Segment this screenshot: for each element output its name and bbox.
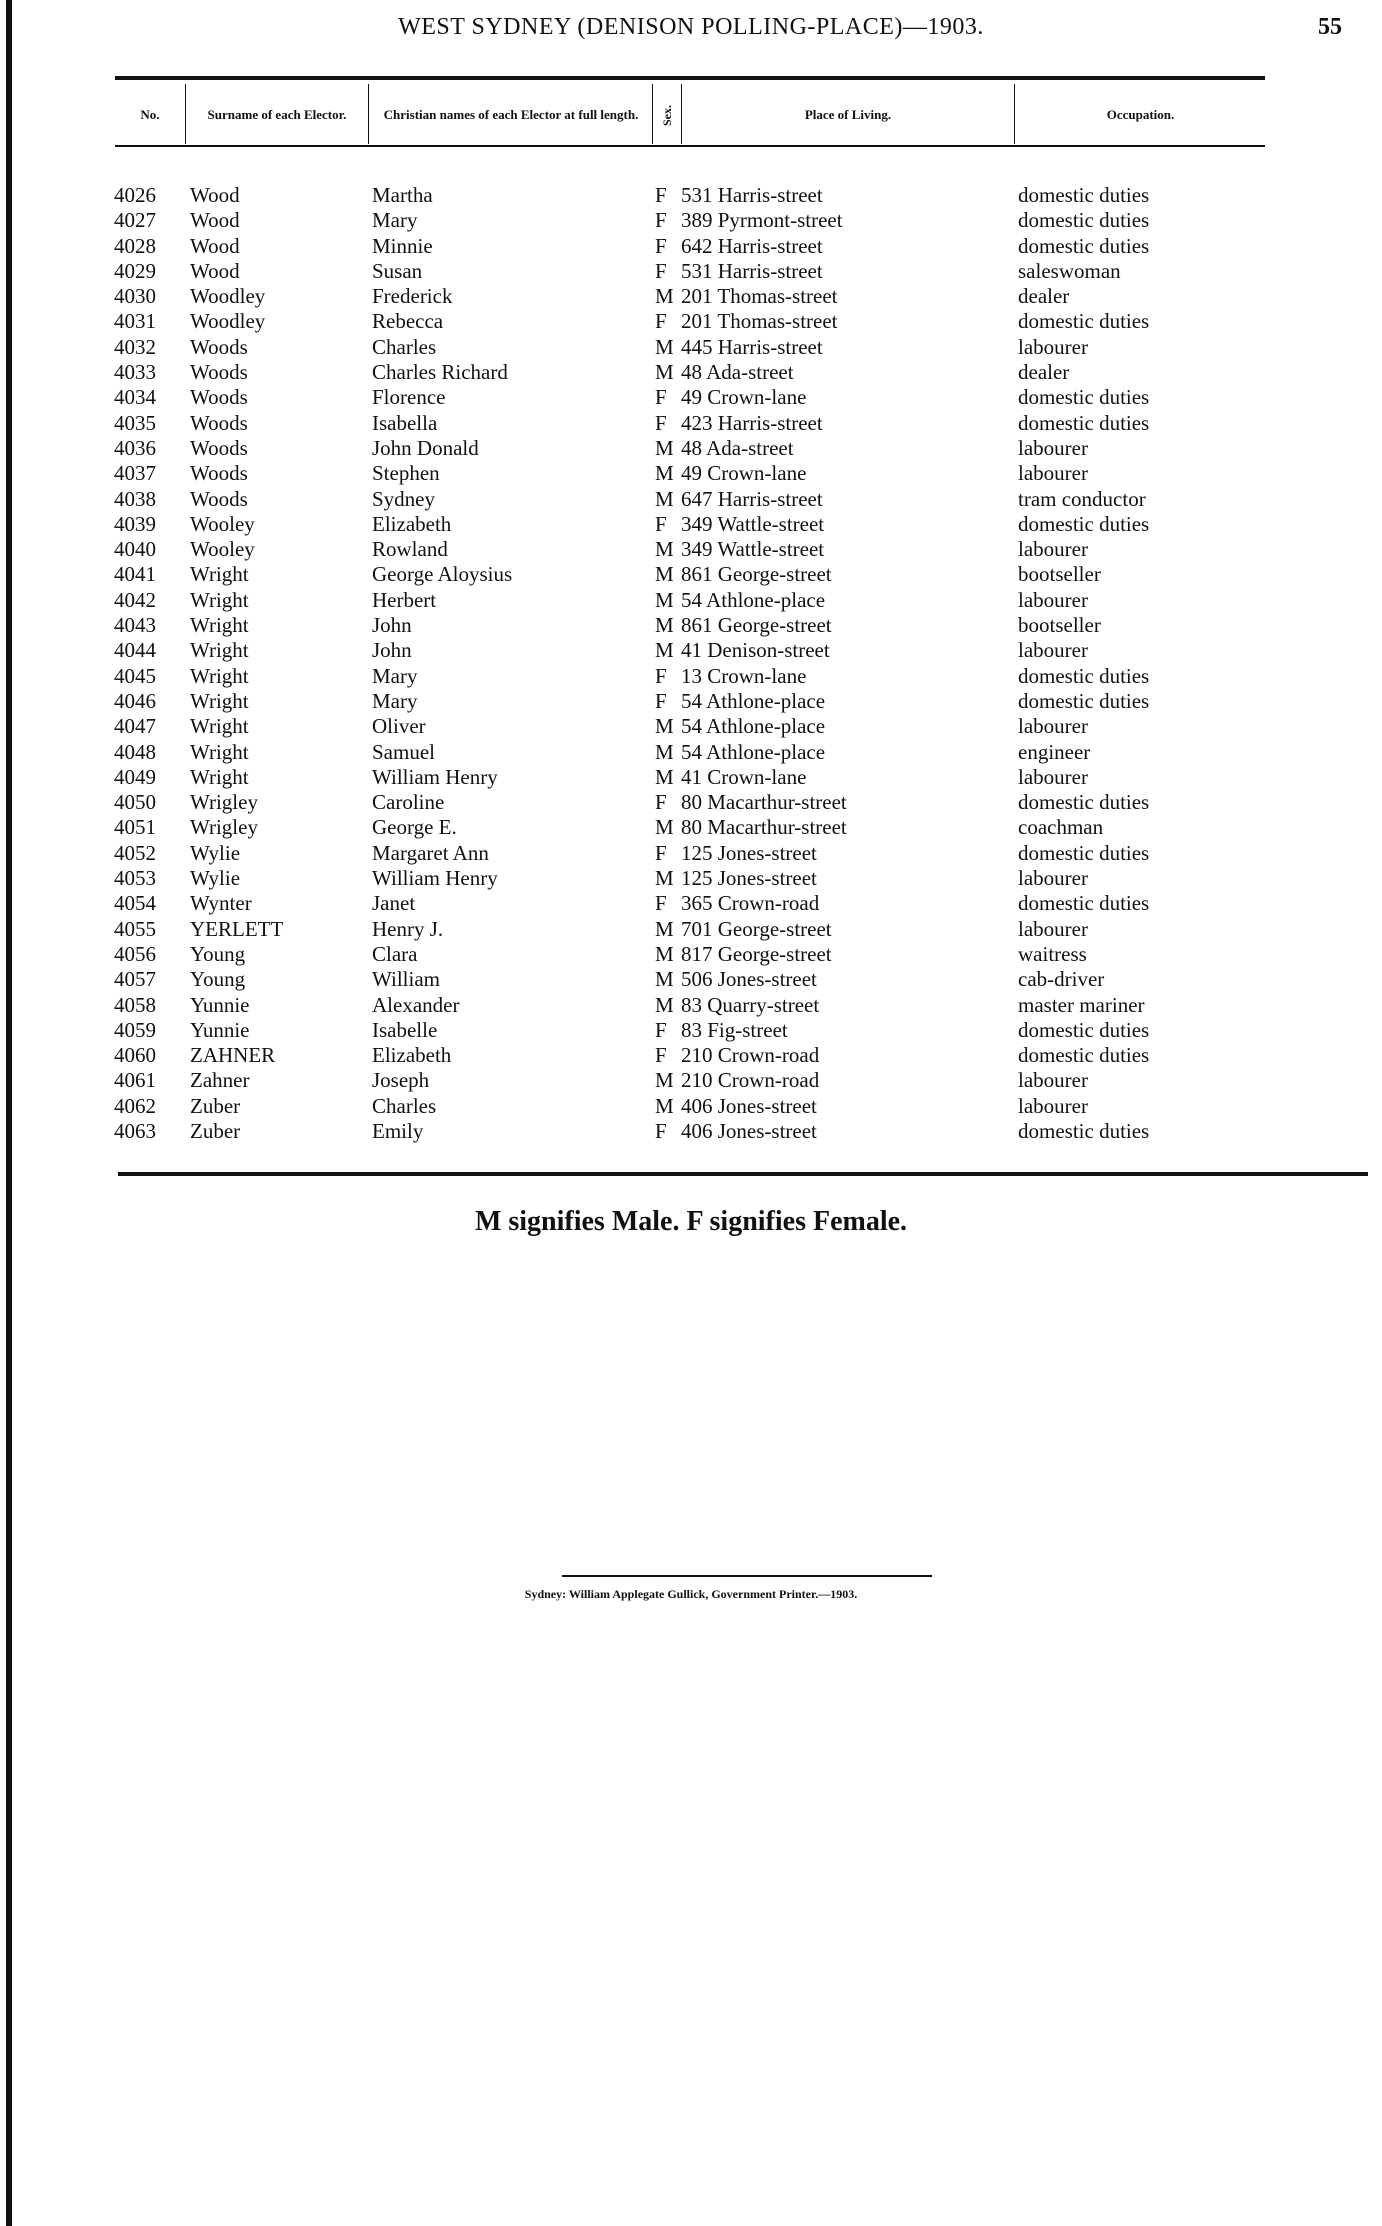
elector-place-of-living: 49 Crown-lane (681, 385, 807, 410)
elector-place-of-living: 49 Crown-lane (681, 461, 807, 486)
elector-number: 4047 (114, 714, 156, 739)
elector-place-of-living: 349 Wattle-street (681, 537, 825, 562)
elector-occupation: coachman (1018, 815, 1104, 840)
elector-surname: Wooley (190, 537, 255, 562)
table-row (0, 461, 1382, 486)
elector-sex: M (655, 284, 674, 309)
elector-surname: Zuber (190, 1093, 241, 1118)
elector-place-of-living: 54 Athlone-place (681, 739, 826, 764)
elector-sex: M (655, 537, 674, 562)
header-top-rule (115, 76, 1265, 80)
elector-place-of-living: 817 George-street (681, 941, 832, 966)
elector-occupation: domestic duties (1018, 410, 1150, 435)
elector-surname: Woods (190, 410, 248, 435)
elector-surname: Wood (190, 183, 240, 207)
table-row (0, 1018, 1382, 1043)
elector-christian-names: Alexander (372, 992, 460, 1017)
elector-christian-names: John Donald (372, 435, 479, 460)
elector-occupation: labourer (1018, 916, 1088, 941)
elector-sex: M (655, 992, 674, 1017)
elector-surname: Zuber (190, 1118, 241, 1143)
elector-number: 4026 (114, 183, 156, 207)
elector-surname: Wright (190, 714, 249, 739)
elector-sex: F (655, 183, 667, 207)
elector-christian-names: Emily (372, 1118, 424, 1143)
elector-occupation: domestic duties (1018, 208, 1150, 233)
elector-surname: Wright (190, 688, 249, 713)
elector-sex: M (655, 638, 674, 663)
elector-number: 4034 (114, 385, 156, 410)
elector-christian-names: Stephen (372, 461, 440, 486)
elector-sex: M (655, 866, 674, 891)
elector-number: 4033 (114, 360, 156, 385)
elector-place-of-living: 647 Harris-street (681, 486, 823, 511)
table-row (0, 183, 1382, 208)
elector-occupation: domestic duties (1018, 511, 1150, 536)
elector-surname: Wooley (190, 511, 255, 536)
elector-number: 4044 (114, 638, 156, 663)
elector-surname: Yunnie (190, 992, 250, 1017)
page-number: 55 (1318, 14, 1342, 40)
elector-surname: Yunnie (190, 1017, 250, 1042)
elector-christian-names: Margaret Ann (372, 840, 489, 865)
table-row (0, 385, 1382, 410)
elector-number: 4041 (114, 562, 156, 587)
elector-place-of-living: 125 Jones-street (681, 840, 817, 865)
elector-surname: Wynter (190, 891, 252, 916)
elector-place-of-living: 445 Harris-street (681, 334, 823, 359)
elector-sex: F (655, 511, 667, 536)
table-row (0, 588, 1382, 613)
column-headers (115, 84, 1265, 146)
elector-place-of-living: 13 Crown-lane (681, 663, 807, 688)
elector-sex: M (655, 562, 674, 587)
elector-number: 4029 (114, 258, 156, 283)
table-row (0, 891, 1382, 916)
elector-occupation: engineer (1018, 739, 1091, 764)
elector-surname: Wright (190, 613, 249, 638)
elector-christian-names: Florence (372, 385, 446, 410)
table-row (0, 259, 1382, 284)
elector-christian-names: Rowland (372, 537, 448, 562)
elector-sex: F (655, 1043, 667, 1068)
column-divider (681, 84, 682, 144)
elector-place-of-living: 642 Harris-street (681, 233, 823, 258)
elector-sex: M (655, 739, 674, 764)
elector-number: 4031 (114, 309, 156, 334)
table-bottom-rule (118, 1172, 1368, 1176)
elector-place-of-living: 406 Jones-street (681, 1093, 817, 1118)
elector-place-of-living: 54 Athlone-place (681, 714, 826, 739)
table-row (0, 613, 1382, 638)
elector-occupation: domestic duties (1018, 663, 1150, 688)
table-row (0, 234, 1382, 259)
elector-number: 4036 (114, 435, 156, 460)
table-row (0, 942, 1382, 967)
elector-sex: F (655, 1118, 667, 1143)
table-row (0, 562, 1382, 587)
elector-occupation: labourer (1018, 537, 1088, 562)
elector-number: 4062 (114, 1093, 156, 1118)
elector-sex: M (655, 435, 674, 460)
elector-christian-names: Janet (372, 891, 416, 916)
printer-imprint: Sydney: William Applegate Gullick, Government Printer.—1903. (524, 1587, 858, 1601)
elector-sex: F (655, 208, 667, 233)
elector-christian-names: Frederick (372, 284, 453, 309)
table-row (0, 1094, 1382, 1119)
elector-number: 4063 (114, 1118, 156, 1143)
elector-sex: M (655, 764, 674, 789)
elector-occupation: bootseller (1018, 562, 1101, 587)
elector-surname: Wood (190, 233, 240, 258)
elector-place-of-living: 80 Macarthur-street (681, 815, 847, 840)
elector-surname: Wright (190, 663, 249, 688)
elector-surname: Woods (190, 486, 248, 511)
elector-place-of-living: 201 Thomas-street (681, 284, 838, 309)
table-row (0, 841, 1382, 866)
column-header-place: Place of Living. (804, 107, 892, 122)
elector-number: 4038 (114, 486, 156, 511)
table-row (0, 917, 1382, 942)
elector-place-of-living: 365 Crown-road (681, 891, 820, 916)
elector-occupation: labourer (1018, 587, 1088, 612)
elector-place-of-living: 423 Harris-street (681, 410, 823, 435)
elector-christian-names: Charles (372, 334, 437, 359)
elector-number: 4055 (114, 916, 156, 941)
table-row (0, 689, 1382, 714)
elector-sex: F (655, 258, 667, 283)
elector-occupation: domestic duties (1018, 233, 1150, 258)
table-row (0, 866, 1382, 891)
elector-christian-names: Mary (372, 663, 418, 688)
elector-surname: Wylie (190, 866, 241, 891)
elector-number: 4061 (114, 1068, 156, 1093)
elector-christian-names: Isabelle (372, 1017, 438, 1042)
elector-place-of-living: 406 Jones-street (681, 1118, 817, 1143)
elector-christian-names: John (372, 638, 412, 663)
table-row (0, 512, 1382, 537)
elector-place-of-living: 201 Thomas-street (681, 309, 838, 334)
elector-place-of-living: 83 Quarry-street (681, 992, 820, 1017)
elector-number: 4057 (114, 967, 156, 992)
table-row (0, 335, 1382, 360)
elector-surname: Woodley (190, 309, 266, 334)
elector-sex: M (655, 1093, 674, 1118)
elector-christian-names: Oliver (372, 714, 426, 739)
elector-christian-names: Minnie (372, 233, 433, 258)
elector-place-of-living: 54 Athlone-place (681, 587, 826, 612)
column-header-surname: Surname of each Elector. (207, 107, 347, 122)
table-row (0, 487, 1382, 512)
elector-place-of-living: 83 Fig-street (681, 1017, 788, 1042)
elector-occupation: dealer (1018, 360, 1070, 385)
elector-place-of-living: 861 George-street (681, 613, 832, 638)
elector-surname: Woods (190, 461, 248, 486)
elector-sex: M (655, 486, 674, 511)
elector-surname: Woodley (190, 284, 266, 309)
elector-occupation: labourer (1018, 435, 1088, 460)
elector-surname: Wrigley (190, 790, 258, 815)
elector-number: 4059 (114, 1017, 156, 1042)
elector-occupation: domestic duties (1018, 891, 1150, 916)
elector-place-of-living: 41 Denison-street (681, 638, 830, 663)
elector-surname: Wood (190, 208, 240, 233)
page-title: WEST SYDNEY (DENISON POLLING-PLACE)—1903. (398, 14, 984, 40)
elector-surname: Woods (190, 435, 248, 460)
elector-occupation: domestic duties (1018, 840, 1150, 865)
table-row (0, 436, 1382, 461)
elector-occupation: domestic duties (1018, 183, 1150, 207)
elector-place-of-living: 506 Jones-street (681, 967, 817, 992)
elector-christian-names: Mary (372, 688, 418, 713)
elector-surname: Wylie (190, 840, 241, 865)
elector-sex: F (655, 233, 667, 258)
table-row (0, 1068, 1382, 1093)
elector-number: 4040 (114, 537, 156, 562)
elector-number: 4027 (114, 208, 156, 233)
table-row (0, 284, 1382, 309)
column-header-sex (653, 84, 681, 146)
elector-christian-names: Mary (372, 208, 418, 233)
elector-number: 4032 (114, 334, 156, 359)
elector-occupation: waitress (1018, 941, 1087, 966)
elector-place-of-living: 54 Athlone-place (681, 688, 826, 713)
elector-sex: F (655, 790, 667, 815)
elector-place-of-living: 210 Crown-road (681, 1043, 820, 1068)
elector-occupation: labourer (1018, 1068, 1088, 1093)
elector-sex: M (655, 334, 674, 359)
elector-occupation: saleswoman (1018, 258, 1121, 283)
elector-occupation: bootseller (1018, 613, 1101, 638)
elector-place-of-living: 41 Crown-lane (681, 764, 807, 789)
elector-place-of-living: 861 George-street (681, 562, 832, 587)
elector-sex: F (655, 891, 667, 916)
elector-christian-names: George Aloysius (372, 562, 513, 587)
elector-occupation: domestic duties (1018, 1017, 1150, 1042)
elector-place-of-living: 531 Harris-street (681, 258, 823, 283)
elector-place-of-living: 80 Macarthur-street (681, 790, 847, 815)
elector-sex: F (655, 385, 667, 410)
elector-place-of-living: 531 Harris-street (681, 183, 823, 207)
elector-surname: Wright (190, 638, 249, 663)
elector-occupation: labourer (1018, 714, 1088, 739)
elector-sex: F (655, 309, 667, 334)
elector-christian-names: Charles Richard (372, 360, 508, 385)
printer-rule (562, 1575, 932, 1577)
elector-surname: Wood (190, 258, 240, 283)
elector-sex: F (655, 688, 667, 713)
elector-occupation: domestic duties (1018, 385, 1150, 410)
elector-christian-names: Rebecca (372, 309, 444, 334)
elector-number: 4043 (114, 613, 156, 638)
column-divider (185, 84, 186, 144)
table-row (0, 360, 1382, 385)
elector-christian-names: Charles (372, 1093, 437, 1118)
elector-surname: Woods (190, 334, 248, 359)
elector-occupation: labourer (1018, 1093, 1088, 1118)
elector-occupation: labourer (1018, 638, 1088, 663)
elector-occupation: domestic duties (1018, 790, 1150, 815)
elector-occupation: domestic duties (1018, 688, 1150, 713)
elector-number: 4051 (114, 815, 156, 840)
elector-occupation: dealer (1018, 284, 1070, 309)
elector-sex: F (655, 1017, 667, 1042)
elector-place-of-living: 349 Wattle-street (681, 511, 825, 536)
elector-occupation: labourer (1018, 866, 1088, 891)
elector-occupation: master mariner (1018, 992, 1145, 1017)
elector-christian-names: George E. (372, 815, 457, 840)
elector-sex: M (655, 967, 674, 992)
elector-sex: M (655, 714, 674, 739)
elector-christian-names: William (372, 967, 440, 992)
elector-surname: Wright (190, 739, 249, 764)
column-header-christian-names: Christian names of each Elector at full length. (383, 107, 639, 122)
elector-occupation: domestic duties (1018, 1043, 1150, 1068)
column-divider (368, 84, 369, 144)
table-row (0, 664, 1382, 689)
elector-sex: M (655, 461, 674, 486)
elector-sex: M (655, 941, 674, 966)
elector-number: 4049 (114, 764, 156, 789)
elector-number: 4050 (114, 790, 156, 815)
elector-sex: M (655, 613, 674, 638)
elector-number: 4056 (114, 941, 156, 966)
elector-occupation: cab-driver (1018, 967, 1105, 992)
elector-christian-names: Joseph (372, 1068, 430, 1093)
elector-number: 4035 (114, 410, 156, 435)
elector-list (0, 183, 1382, 1144)
table-row (0, 537, 1382, 562)
elector-christian-names: Martha (372, 183, 433, 207)
elector-occupation: labourer (1018, 334, 1088, 359)
elector-number: 4030 (114, 284, 156, 309)
elector-surname: Woods (190, 385, 248, 410)
elector-number: 4028 (114, 233, 156, 258)
table-row (0, 309, 1382, 334)
elector-sex: F (655, 663, 667, 688)
elector-number: 4042 (114, 587, 156, 612)
table-row (0, 765, 1382, 790)
elector-surname: ZAHNER (190, 1043, 276, 1068)
elector-christian-names: Elizabeth (372, 511, 452, 536)
elector-number: 4054 (114, 891, 156, 916)
elector-number: 4048 (114, 739, 156, 764)
table-row (0, 967, 1382, 992)
table-row (0, 714, 1382, 739)
elector-occupation: labourer (1018, 764, 1088, 789)
elector-number: 4052 (114, 840, 156, 865)
elector-surname: Wright (190, 562, 249, 587)
elector-place-of-living: 125 Jones-street (681, 866, 817, 891)
table-row (0, 790, 1382, 815)
elector-number: 4053 (114, 866, 156, 891)
elector-surname: Young (190, 967, 246, 992)
column-header-sex-label: Sex. (659, 104, 674, 126)
column-header-no: No. (140, 107, 160, 122)
elector-surname: YERLETT (190, 916, 284, 941)
column-divider (1014, 84, 1015, 144)
elector-number: 4039 (114, 511, 156, 536)
elector-occupation: labourer (1018, 461, 1088, 486)
sex-key-footnote: M signifies Male. F signifies Female. (474, 1206, 908, 1237)
elector-number: 4046 (114, 688, 156, 713)
elector-surname: Wright (190, 764, 249, 789)
column-header-occupation: Occupation. (1106, 107, 1175, 122)
elector-sex: M (655, 815, 674, 840)
elector-christian-names: Clara (372, 941, 418, 966)
elector-christian-names: Caroline (372, 790, 445, 815)
header-bottom-rule (115, 145, 1265, 147)
elector-christian-names: Isabella (372, 410, 438, 435)
elector-sex: M (655, 1068, 674, 1093)
elector-place-of-living: 48 Ada-street (681, 360, 794, 385)
table-row (0, 740, 1382, 765)
elector-place-of-living: 389 Pyrmont-street (681, 208, 843, 233)
elector-christian-names: William Henry (372, 764, 498, 789)
elector-christian-names: Elizabeth (372, 1043, 452, 1068)
elector-christian-names: John (372, 613, 412, 638)
elector-number: 4045 (114, 663, 156, 688)
elector-number: 4060 (114, 1043, 156, 1068)
elector-occupation: tram conductor (1018, 486, 1146, 511)
elector-sex: F (655, 410, 667, 435)
table-row (0, 208, 1382, 233)
table-row (0, 815, 1382, 840)
table-row (0, 1043, 1382, 1068)
elector-sex: F (655, 840, 667, 865)
elector-sex: M (655, 360, 674, 385)
elector-christian-names: Sydney (372, 486, 435, 511)
table-row (0, 638, 1382, 663)
elector-surname: Wrigley (190, 815, 258, 840)
elector-christian-names: Herbert (372, 587, 437, 612)
elector-surname: Zahner (190, 1068, 250, 1093)
elector-occupation: domestic duties (1018, 1118, 1150, 1143)
elector-occupation: domestic duties (1018, 309, 1150, 334)
table-row (0, 1119, 1382, 1144)
elector-christian-names: Samuel (372, 739, 435, 764)
elector-sex: M (655, 916, 674, 941)
table-row (0, 411, 1382, 436)
elector-number: 4037 (114, 461, 156, 486)
elector-surname: Wright (190, 587, 249, 612)
elector-christian-names: Susan (372, 258, 423, 283)
elector-surname: Young (190, 941, 246, 966)
elector-place-of-living: 701 George-street (681, 916, 832, 941)
elector-surname: Woods (190, 360, 248, 385)
elector-christian-names: Henry J. (372, 916, 444, 941)
elector-number: 4058 (114, 992, 156, 1017)
elector-place-of-living: 48 Ada-street (681, 435, 794, 460)
elector-sex: M (655, 587, 674, 612)
elector-place-of-living: 210 Crown-road (681, 1068, 820, 1093)
elector-christian-names: William Henry (372, 866, 498, 891)
table-row (0, 993, 1382, 1018)
